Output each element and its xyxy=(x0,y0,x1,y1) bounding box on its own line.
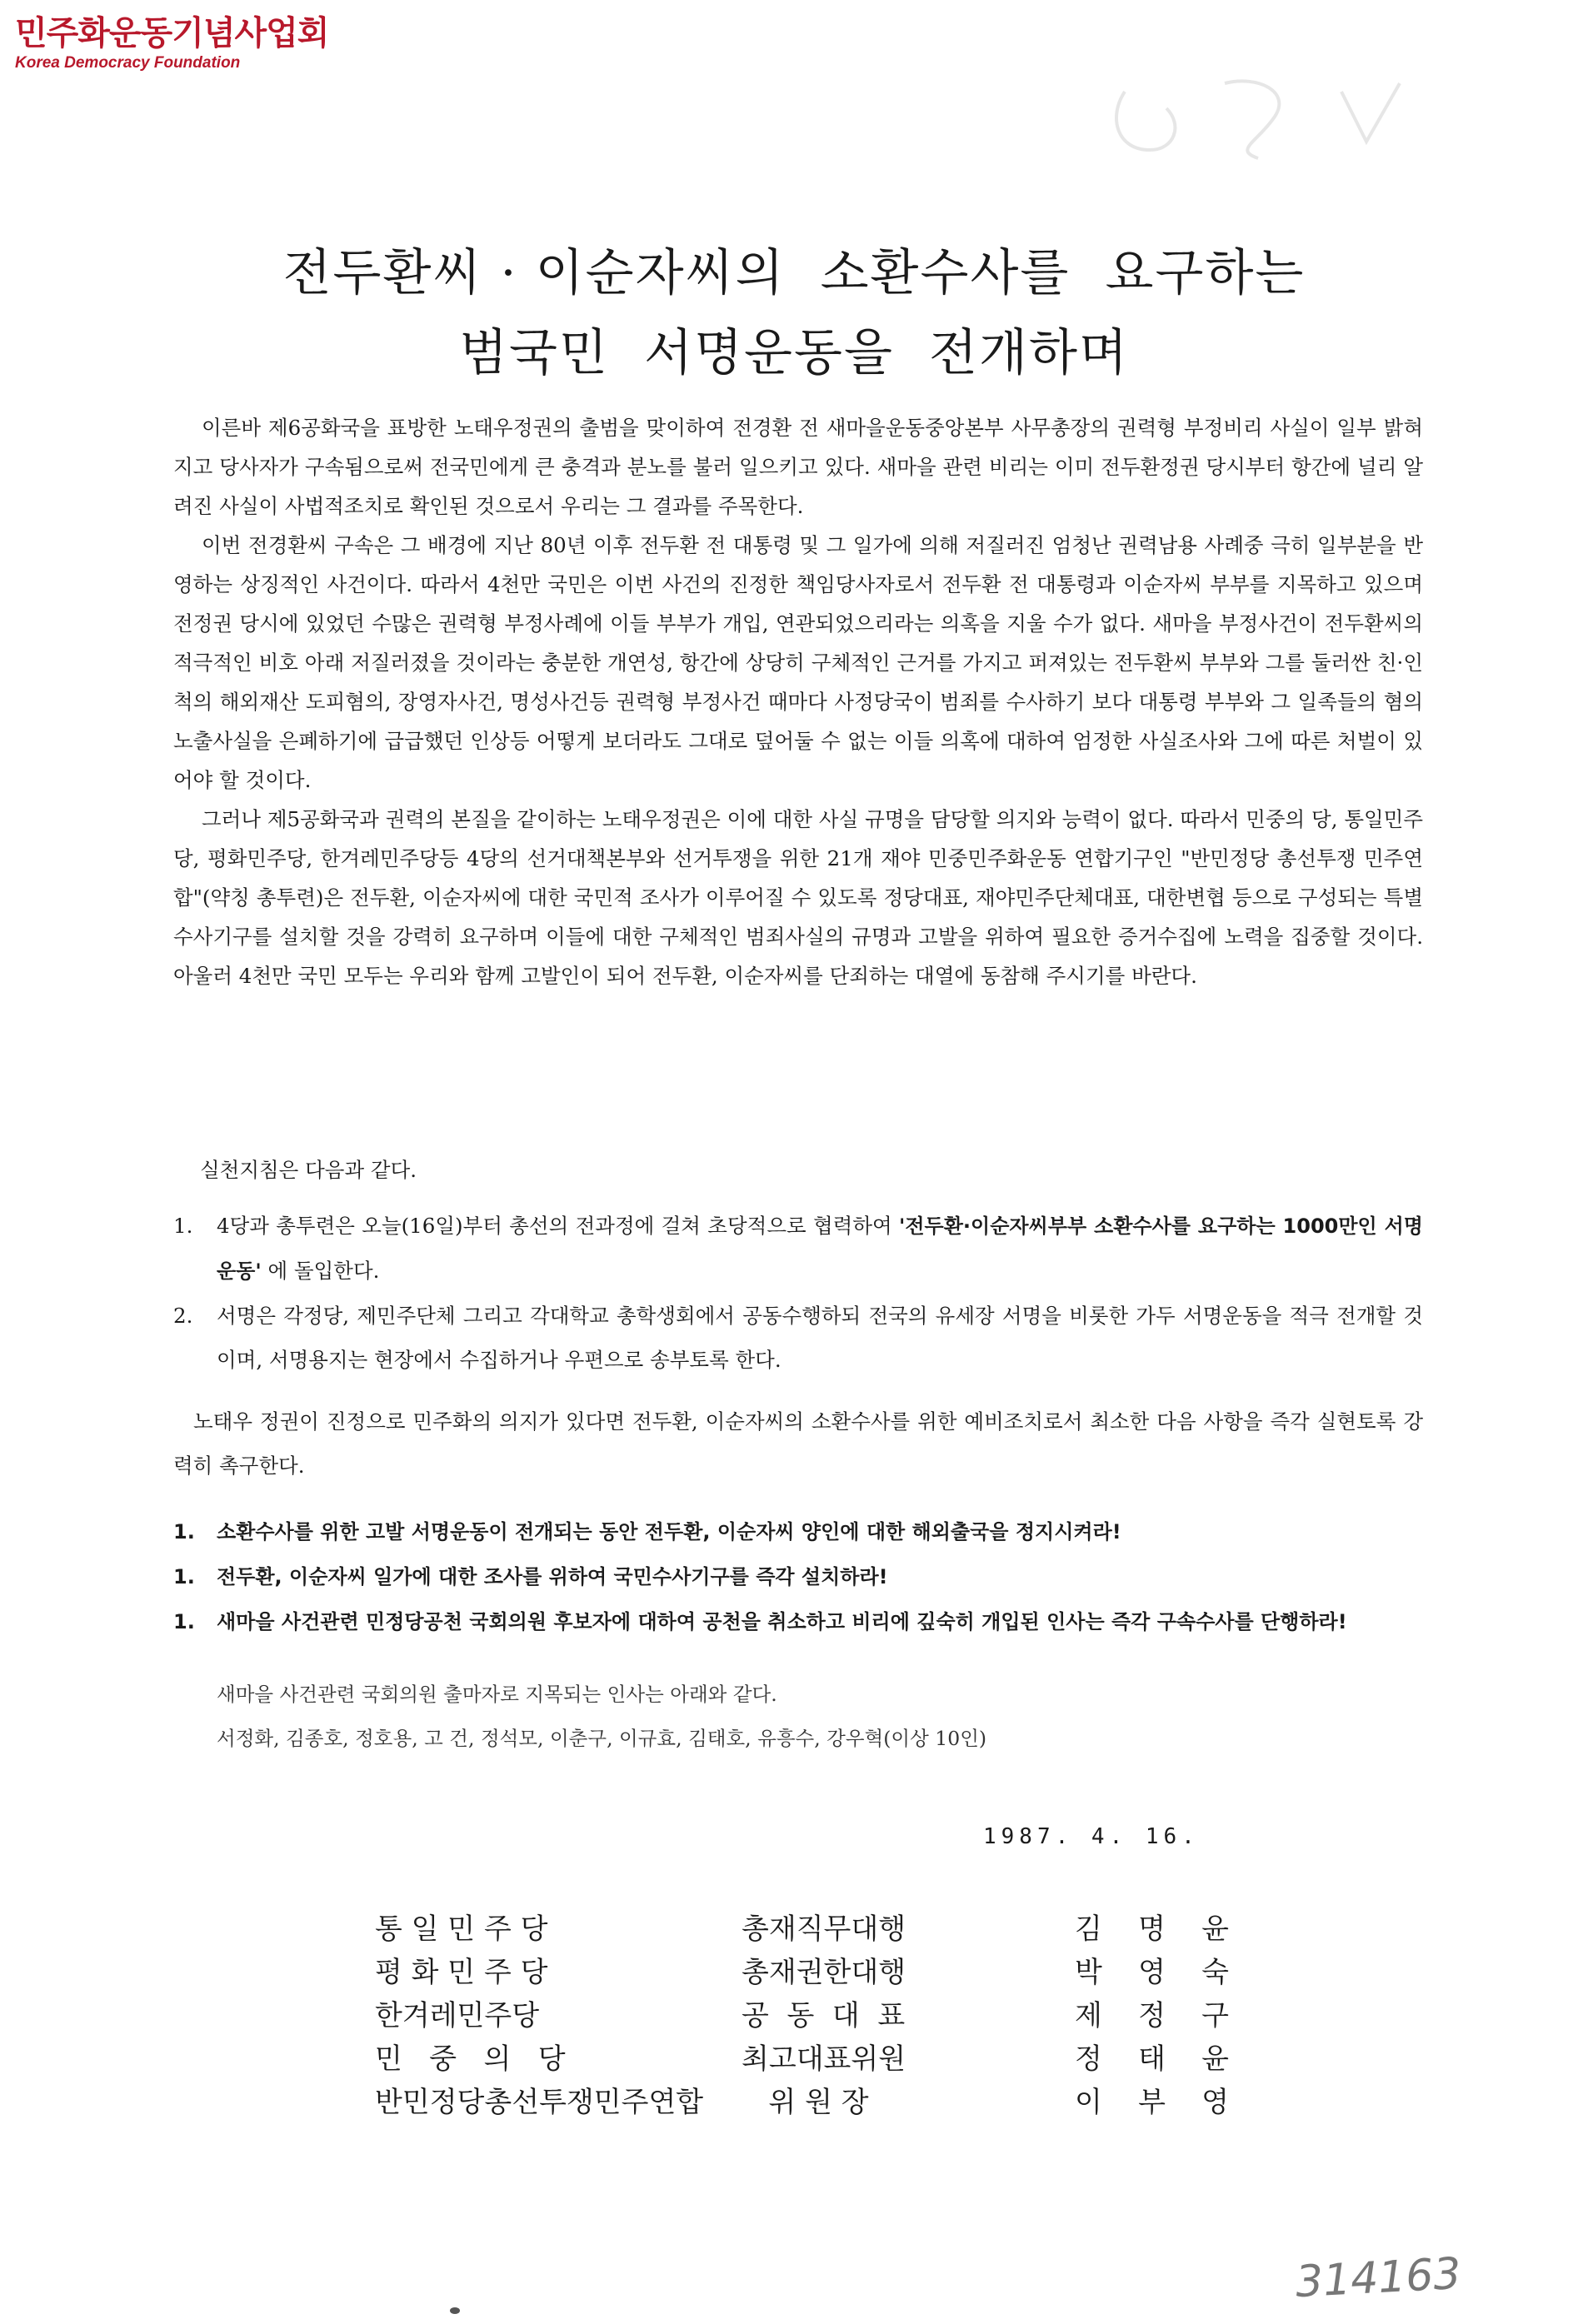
foundation-logo xyxy=(15,14,329,72)
signatory-row xyxy=(375,1994,1229,2037)
signatory-name: 정 태 윤 xyxy=(1075,2042,1229,2076)
sub-note: 새마을 사건관련 국회의원 출마자로 지목되는 인사는 아래와 같다. xyxy=(217,1683,777,1706)
item-number: 1. xyxy=(173,1214,193,1238)
item-bold-text: '전두환·이순자씨부부 소환수사를 요구하는 1000만인 서명운동' xyxy=(217,1214,1423,1283)
document-title xyxy=(0,233,1588,393)
document-date: 1987. 4. 16. xyxy=(983,1824,1200,1849)
signatory-party: 통 일 민 주 당 xyxy=(375,1913,548,1946)
demand-text: 전두환, 이순자씨 일가에 대한 조사를 위하여 국민수사기구를 즉각 설치하라! xyxy=(217,1565,888,1588)
sub-names: 서정화, 김종호, 정호용, 고 건, 정석모, 이춘구, 이규효, 김태호, 유흥수, 강우혁(이상 10인) xyxy=(217,1727,987,1750)
title-line-1: 전두환씨 · 이순자씨의 소환수사를 요구하는 xyxy=(282,244,1306,302)
item-text-after: 에 돌입한다. xyxy=(261,1259,380,1283)
handwritten-mark xyxy=(1091,58,1441,167)
demand-number: 1. xyxy=(173,1520,195,1544)
signatory-row xyxy=(375,2081,1229,2124)
paragraph-3: 그러나 제5공화국과 권력의 본질을 같이하는 노태우정권은 이에 대한 사실 규명을 담당할 의지와 능력이 없다. 따라서 민중의 당, 통일민주당, 평화민주당, 한겨레민주당등 4당의 선거대책본부와 선거투쟁을 위한 21개 재야 민중민주화운동 연합기구인 "반민정당 총선투쟁 민주연합"(약칭 총투련)은 전두환, 이순자씨에 대한 국민적 조사가 이루어질 수 있도록 정당대표, 재야민주단체대표, 대한변협 등으로 구성되는 특별수사기구를 설치할 것을 강력히 요구하며 이들에 대한 구체적인 범죄사실의 규명과 고발을 위하여 필요한 증거수집에 노력을 집중할 것이다. 아울러 4천만 국민 모두는 우리와 함께 고발인이 되어 전두환, 이순자씨를 단죄하는 대열에 동참해 주시기를 바란다. xyxy=(173,807,1423,988)
signatory-row xyxy=(375,1908,1229,1951)
demand-number: 1. xyxy=(173,1565,195,1588)
demand-item xyxy=(173,1509,1423,1554)
item-number: 2. xyxy=(173,1304,193,1328)
demand-intro: 노태우 정권이 진정으로 민주화의 의지가 있다면 전두환, 이순자씨의 소환수사를 위한 예비조치로서 최소한 다음 사항을 즉각 실현토록 강력히 촉구한다. xyxy=(173,1409,1423,1478)
handwritten-archive-number: 314163 xyxy=(1294,2248,1462,2308)
scan-speck xyxy=(450,2307,460,2314)
paragraph-2: 이번 전경환씨 구속은 그 배경에 지난 80년 이후 전두환 전 대통령 및 그 일가에 의해 저질러진 엄청난 권력남용 사례중 극히 일부분을 반영하는 상징적인 사건이다. 따라서 4천만 국민은 이번 사건의 진정한 책임당사자로서 전두환 전 대통령과 이순자씨 부부를 지목하고 있으며 전정권 당시에 있었던 수많은 권력형 부정사례에 이들 부부가 개입, 연관되었으리라는 의혹을 지울 수가 없다. 새마을 부정사건이 전두환씨의 적극적인 비호 아래 저질러졌을 것이라는 충분한 개연성, 항간에 상당히 구체적인 근거를 가지고 퍼져있는 전두환씨 부부와 그를 둘러싼 친·인척의 해외재산 도피혐의, 장영자사건, 명성사건등 권력형 부정사건 때마다 사정당국이 범죄를 수사하기 보다 대통령 부부와 그 일족들의 혐의노출사실을 은폐하기에 급급했던 인상등 어떻게 보더라도 그대로 덮어둘 수 없는 이들 의혹에 대하여 엄정한 사실조사와 그에 따른 처벌이 있어야 할 것이다. xyxy=(173,533,1423,792)
logo-english-text: Korea Democracy Foundation xyxy=(15,54,241,72)
signatory-name: 김 명 윤 xyxy=(1075,1913,1229,1946)
demand-number: 1. xyxy=(173,1610,195,1633)
signatory-name: 제 정 구 xyxy=(1075,1999,1229,2032)
statement-body xyxy=(173,408,1423,995)
signatory-row xyxy=(375,1951,1229,1994)
action-items xyxy=(173,1204,1423,1382)
implicated-persons-note xyxy=(217,1673,986,1761)
demand-item xyxy=(173,1554,1423,1599)
signatory-name: 이 부 영 xyxy=(1075,2086,1229,2119)
signatory-title: 총재직무대행 xyxy=(742,1913,906,1946)
signatory-party: 평 화 민 주 당 xyxy=(375,1956,548,1989)
item-text: 4당과 총투련은 오늘(16일)부터 총선의 전과정에 걸쳐 초당적으로 협력하여 xyxy=(217,1214,900,1238)
signatory-title: 총재권한대행 xyxy=(742,1956,906,1989)
signatory-title: 공 동 대 표 xyxy=(742,1999,906,2032)
item-text: 서명은 각정당, 제민주단체 그리고 각대학교 총학생회에서 공동수행하되 전국의 유세장 서명을 비롯한 가두 서명운동을 적극 전개할 것이며, 서명용지는 현장에서 수집하거나 우편으로 송부토록 한다. xyxy=(217,1304,1423,1372)
signatory-row xyxy=(375,2037,1229,2081)
signatory-title: 최고대표위원 xyxy=(742,2042,906,2076)
demand-text: 새마을 사건관련 민정당공천 국회의원 후보자에 대하여 공천을 취소하고 비리에 깊숙히 개입된 인사는 즉각 구속수사를 단행하라! xyxy=(217,1610,1347,1633)
signatory-name: 박 영 숙 xyxy=(1075,1956,1229,1989)
signatory-party: 반민정당총선투쟁민주연합 xyxy=(375,2086,704,2119)
signatory-party: 한겨레민주당 xyxy=(375,1999,540,2032)
action-item xyxy=(173,1204,1423,1294)
signatory-title: 위 원 장 xyxy=(742,2086,869,2119)
action-item xyxy=(173,1294,1423,1382)
paragraph-1: 이른바 제6공화국을 표방한 노태우정권의 출범을 맞이하여 전경환 전 새마을운동중앙본부 사무총장의 권력형 부정비리 사실이 일부 밝혀지고 당사자가 구속됨으로써 전국민에게 큰 충격과 분노를 불러 일으키고 있다. 새마을 관련 비리는 이미 전두환정권 당시부터 항간에 널리 알려진 사실이 사법적조치로 확인된 것으로서 우리는 그 결과를 주목한다. xyxy=(173,416,1423,518)
demand-text: 소환수사를 위한 고발 서명운동이 전개되는 동안 전두환, 이순자씨 양인에 대한 해외출국을 정지시켜라! xyxy=(217,1520,1121,1544)
demands-list xyxy=(173,1509,1423,1644)
logo-korean-text: 민주화운동기념사업회 xyxy=(15,14,329,52)
demand-item xyxy=(173,1599,1423,1644)
signatory-party: 민 중 의 당 xyxy=(375,2042,566,2076)
title-line-2: 범국민 서명운동을 전개하며 xyxy=(459,324,1129,382)
action-intro: 실천지침은 다음과 같다. xyxy=(200,1158,417,1182)
signatories xyxy=(375,1908,1229,2124)
